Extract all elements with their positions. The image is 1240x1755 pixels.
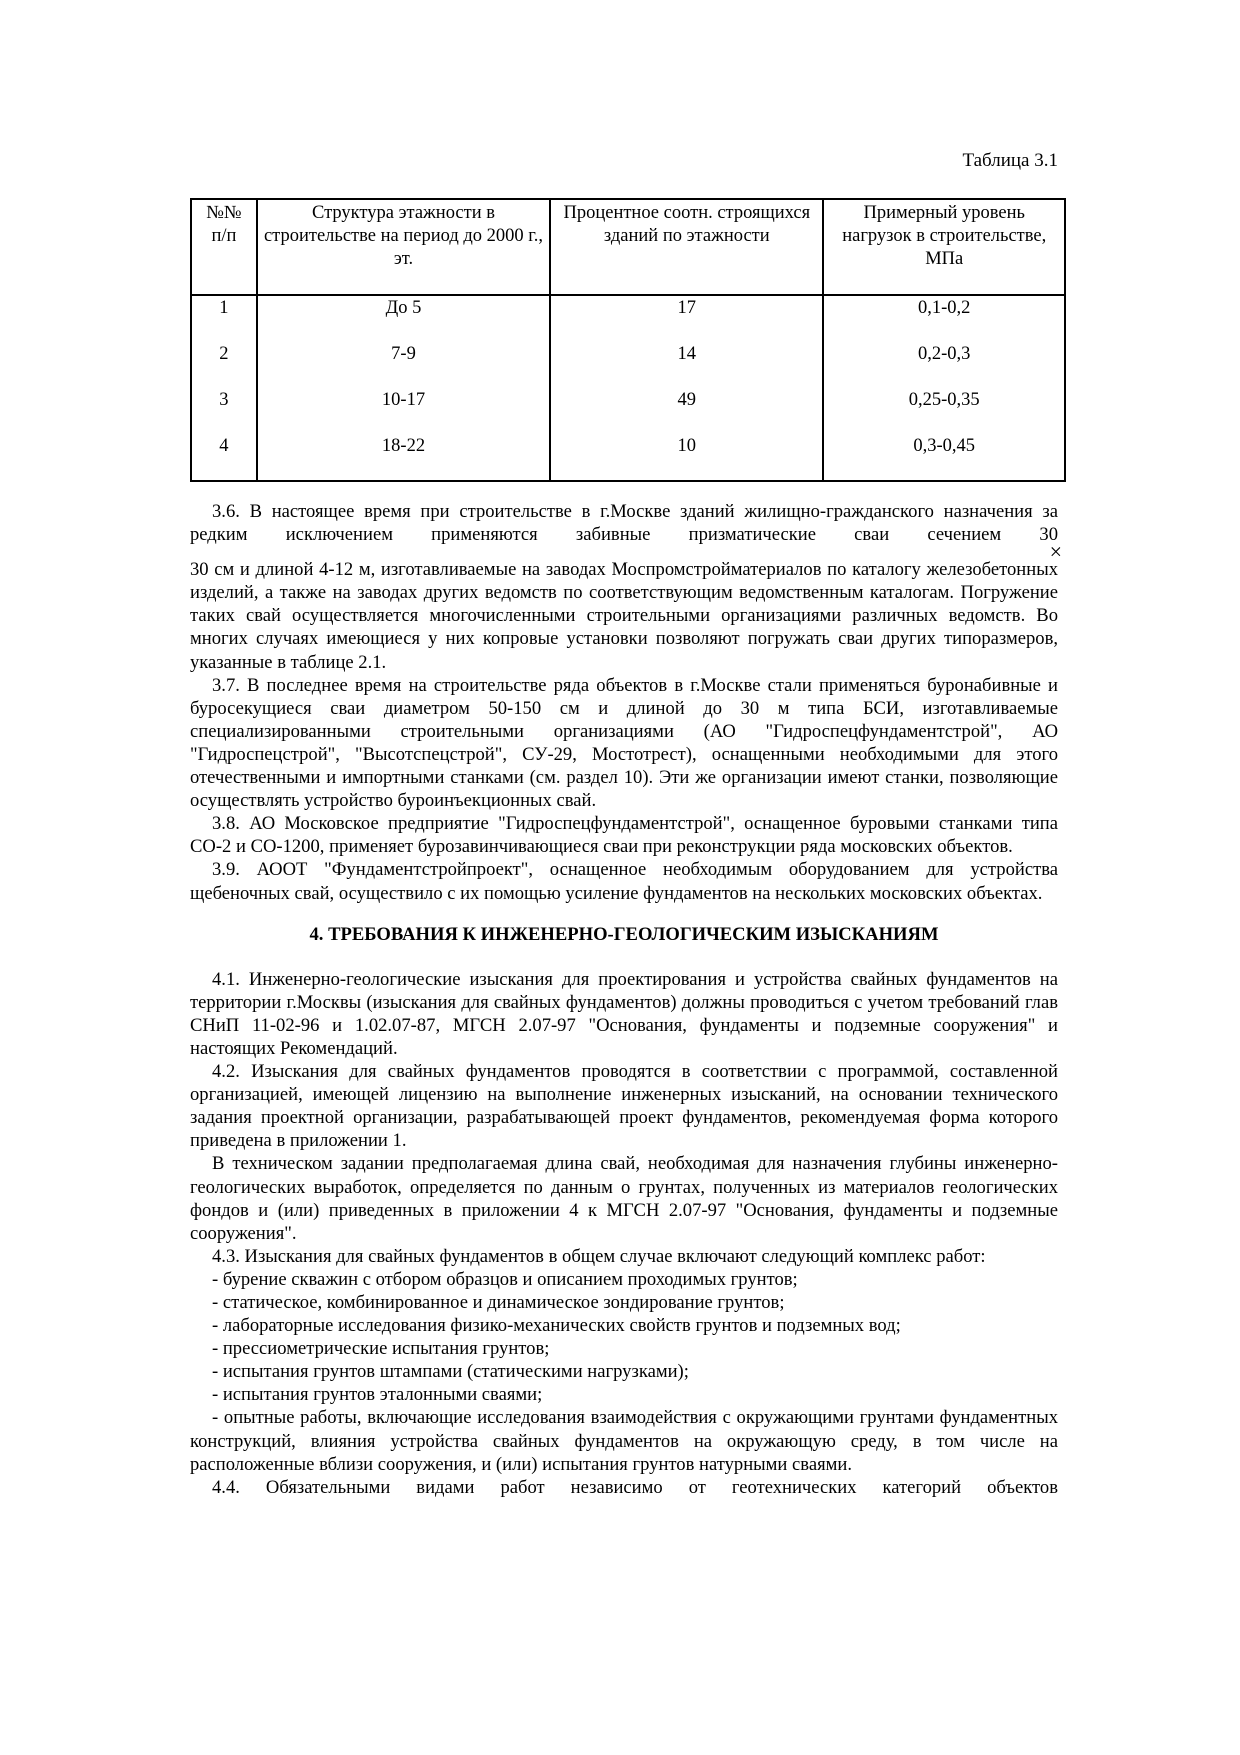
table-cell: 0,25-0,35 bbox=[908, 390, 980, 410]
table-cell: 4 bbox=[219, 436, 229, 456]
spacer bbox=[190, 546, 1058, 558]
table-cell: 0,2-0,3 bbox=[918, 344, 971, 364]
paragraph-3-6-wrapper bbox=[190, 500, 1062, 674]
list-item: - лабораторные исследования физико-механических свойств грунтов и подземных вод; bbox=[212, 1315, 901, 1337]
table-cell: 3 bbox=[219, 390, 229, 410]
table-cell: 10-17 bbox=[381, 390, 426, 410]
paragraph-4-1: 4.1. Инженерно-геологические изыскания для проектирования и устройства свайных фундаментов на территории г.Москвы (изыскания для свайных фундаментов) должны проводиться с учетом требований глав СНиП 11-02-96 и 1.02.07-87, МГСН 2.07-97 "Основания, фундаменты и подземные сооружения" и настоящих Рекомендаций. bbox=[190, 968, 1058, 1059]
table-cell: 49 bbox=[677, 390, 697, 410]
table-body-row bbox=[191, 295, 1065, 481]
column-floors bbox=[257, 295, 550, 481]
table-cell: 7-9 bbox=[391, 344, 416, 364]
table-cell: 0,3-0,45 bbox=[913, 436, 976, 456]
header-cell: Примерный уровень нагрузок в строительстве, МПа bbox=[823, 199, 1065, 295]
paragraph-4-4: 4.4. Обязательными видами работ независимо от геотехнических категорий объектов bbox=[212, 1476, 1058, 1498]
body-text bbox=[190, 500, 1062, 1499]
table-cell: 10 bbox=[677, 436, 697, 456]
header-cell: №№ п/п bbox=[191, 199, 257, 295]
list-item: - испытания грунтов эталонными сваями; bbox=[212, 1384, 543, 1406]
table-cell: 0,1-0,2 bbox=[918, 298, 971, 318]
multiplication-sign: × bbox=[1049, 539, 1062, 564]
paragraph-3-9: 3.9. АООТ "Фундаментстройпроект", оснащенное необходимым оборудованием для устройства щебеночных свай, осуществило с их помощью усиление фундаментов на нескольких московских объектах. bbox=[190, 859, 1058, 904]
list-item: - бурение скважин с отбором образцов и описанием проходимых грунтов; bbox=[212, 1268, 798, 1290]
list-item: - опытные работы, включающие исследования взаимодействия с окружающими грунтами фундаментных конструкций, влияния устройства свайных фундаментов на окружающую среду, в том числе на расположенные вблизи сооружения, и (или) испытания грунтов натурными сваями. bbox=[190, 1407, 1058, 1475]
paragraph-3-6-start: 3.6. В настоящее время при строительстве в г.Москве зданий жилищно-гражданского назначения за редким исключением применяются забивные призматические сваи сечением 30 bbox=[190, 501, 1058, 546]
paragraph-3-7: 3.7. В последнее время на строительстве ряда объектов в г.Москве стали применяться буронабивные и буросекущиеся сваи диаметром 50-150 см и длиной до 30 м типа БСИ, изготавливаемые специализированными строительными организациями (АО "Гидроспецфундаментстрой", АО "Гидроспецстрой", "Высотспецстрой", СУ-29, Мостотрест), оснащенными необходимыми для этого отечественными и импортными станками (см. раздел 10). Эти же организации имеют станки, позволяющие осуществлять устройство буроинъекционных свай. bbox=[190, 674, 1058, 812]
table-cell: 2 bbox=[219, 344, 229, 364]
column-percent bbox=[550, 295, 823, 481]
table-caption: Таблица 3.1 bbox=[962, 150, 1058, 171]
table-cell: 17 bbox=[677, 298, 697, 318]
table-cell: 18-22 bbox=[381, 436, 426, 456]
header-cell: Структура этажности в строительстве на период до 2000 г., эт. bbox=[257, 199, 550, 295]
list-item: - статическое, комбинированное и динамическое зондирование грунтов; bbox=[212, 1292, 785, 1313]
table-header-row bbox=[191, 199, 1065, 295]
list-item: - прессиометрические испытания грунтов; bbox=[212, 1338, 550, 1360]
list-item: - испытания грунтов штампами (статическими нагрузками); bbox=[212, 1361, 689, 1383]
column-number bbox=[191, 295, 257, 481]
data-table bbox=[190, 198, 1066, 482]
column-load bbox=[823, 295, 1065, 481]
section-heading-4: 4. ТРЕБОВАНИЯ К ИНЖЕНЕРНО-ГЕОЛОГИЧЕСКИМ ИЗЫСКАНИЯМ bbox=[309, 923, 939, 945]
paragraph-3-6-end: 30 см и длиной 4-12 м, изготавливаемые на заводах Моспромстройматериалов по каталогу железобетонных изделий, а также на заводах других ведомств по соответствующим ведомственным каталогам. Погружение таких свай осуществляется многочисленными строительными организациями различных ведомств. Во многих случаях имеющиеся у них копровые установки позволяют погружать сваи других типоразмеров, указанные в таблице 2.1. bbox=[190, 559, 1058, 673]
header-cell: Процентное соотн. строящихся зданий по этажности bbox=[550, 199, 823, 295]
paragraph-3-8: 3.8. АО Московское предприятие "Гидроспецфундаментстрой", оснащенное буровыми станками типа СО-2 и СО-1200, применяет бурозавинчивающиеся сваи при реконструкции ряда московских объектов. bbox=[190, 813, 1058, 858]
table-cell: 14 bbox=[677, 344, 697, 364]
paragraph-4-3: 4.3. Изыскания для свайных фундаментов в общем случае включают следующий комплекс работ: bbox=[212, 1245, 986, 1267]
table-cell: До 5 bbox=[385, 298, 422, 318]
paragraph-4-2: 4.2. Изыскания для свайных фундаментов проводятся в соответствии с программой, составленной организацией, имеющей лицензию на выполнение инженерных изысканий, на основании технического задания проектной организации, разрабатывающей проект фундаментов, рекомендуемая форма которого приведена в приложении 1. bbox=[190, 1061, 1058, 1152]
table-cell: 1 bbox=[219, 298, 229, 318]
paragraph-4-2-continued: В техническом задании предполагаемая длина свай, необходимая для назначения глубины инженерно-геологических выработок, определяется по данным о грунтах, полученных из материалов геологических фондов и (или) приведенных в приложении 4 к МГСН 2.07-97 "Основания, фундаменты и подземные сооружения". bbox=[190, 1153, 1058, 1244]
